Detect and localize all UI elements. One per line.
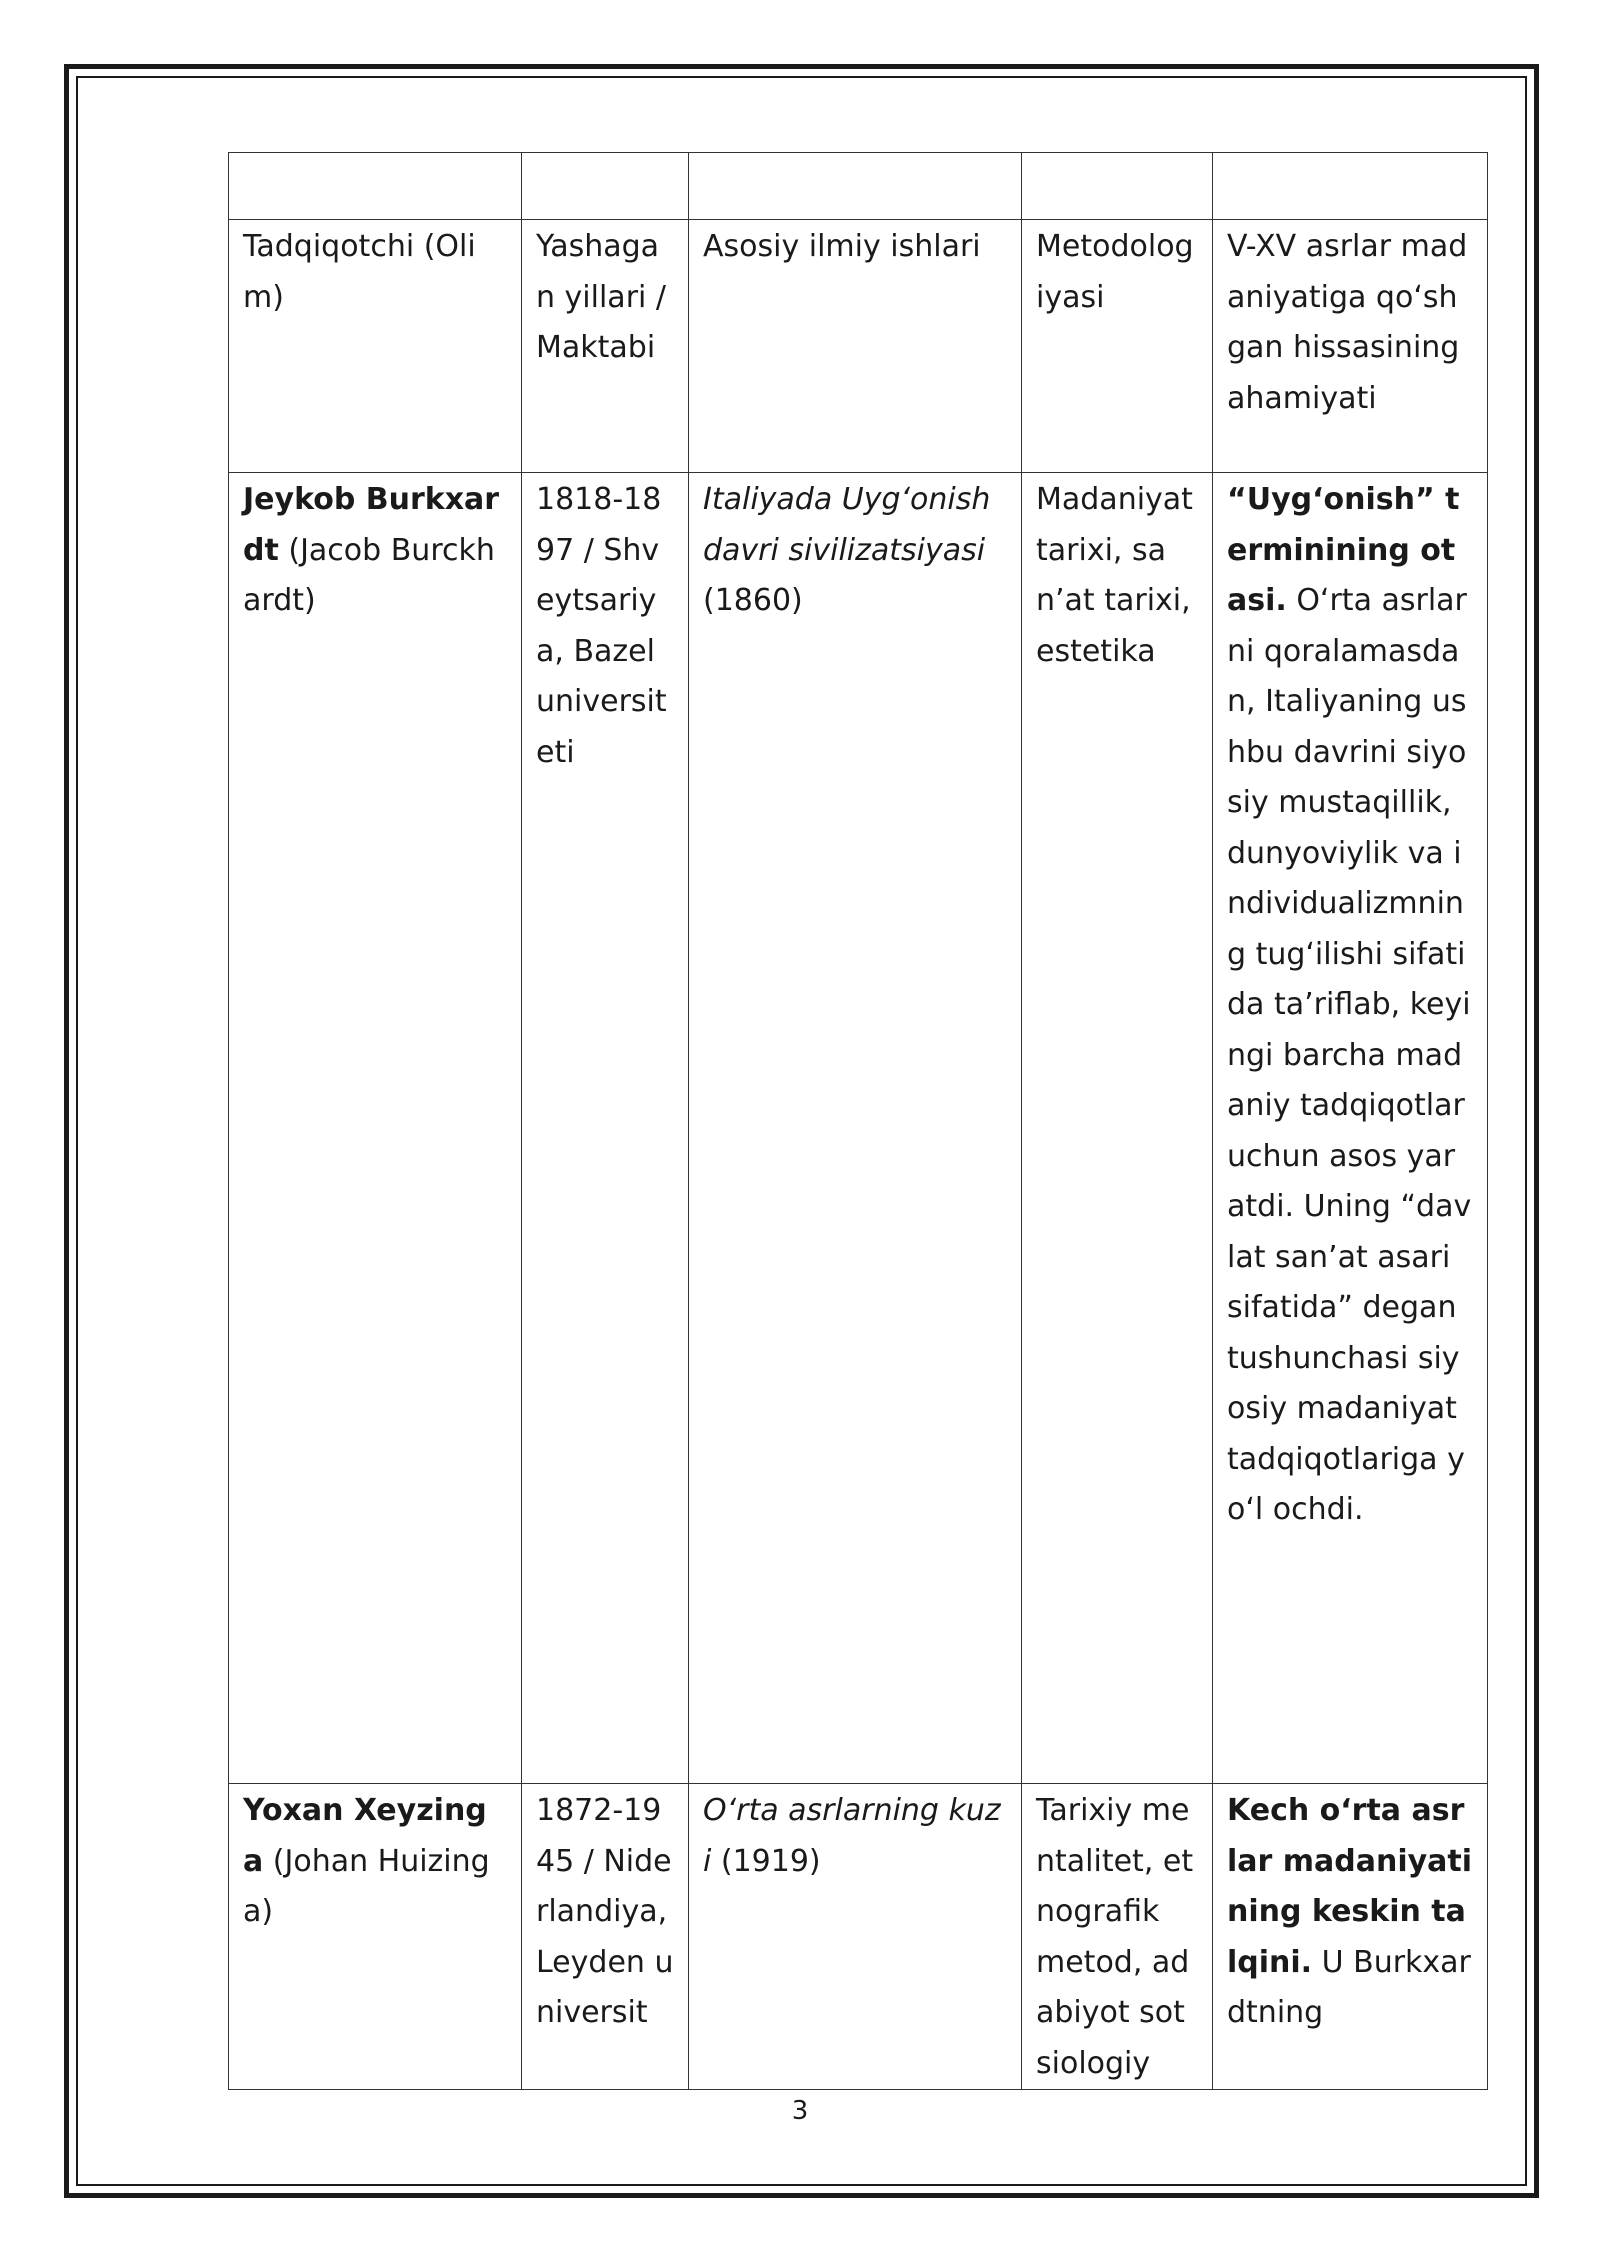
contribution-lead: “Uyg‘onish” terminining otasi. [1227, 482, 1460, 618]
header-row [229, 220, 1488, 473]
empty-cell [229, 153, 522, 220]
contribution-cell [1213, 473, 1488, 1784]
contribution-text: O‘rta asrlarni qoralamasdan, Italiyaning ushbu davrini siyosiy mustaqillik, dunyoviylik va individualizmning tug‘ilishi sifatida ta’riflab, keyingi barcha madaniy tadqiqotlar uchun asos yaratdi. Uning “davlat san’at asari sifatida” degan tushunchasi siyosiy madaniyat tadqiqotlariga yo‘l ochdi. [1227, 583, 1472, 1527]
header-researcher: Tadqiqotchi (Olim) [229, 220, 522, 473]
methodology-cell: Tarixiy mentalitet, etnografik metod, adabiyot sotsiologiy [1022, 1784, 1213, 2090]
contribution-text: U Burkxardtning [1227, 1944, 1471, 2030]
researcher-cell [229, 1784, 522, 2090]
work-year: (1860) [703, 583, 803, 618]
table-row [229, 473, 1488, 1784]
methodology-cell: Madaniyat tarixi, san’at tarixi, estetika [1022, 473, 1213, 1784]
header-contribution: V-XV asrlar madaniyatiga qo‘shgan hissasining ahamiyati [1213, 220, 1488, 473]
empty-cell [1213, 153, 1488, 220]
work-year: (1919) [711, 1843, 821, 1879]
researcher-alt-name: (Johan Huizinga) [243, 1843, 490, 1929]
empty-cell [522, 153, 689, 220]
works-cell [689, 473, 1022, 1784]
researcher-name: Yoxan Xeyzinga [243, 1793, 487, 1879]
header-works: Asosiy ilmiy ishlari [689, 220, 1022, 473]
contribution-cell [1213, 1784, 1488, 2090]
work-title: Italiyada Uyg‘onish davri sivilizatsiyasi [703, 482, 991, 568]
researcher-cell [229, 473, 522, 1784]
table-row [229, 1784, 1488, 2090]
researcher-name: Jeykob Burkxardt [243, 482, 500, 568]
researcher-alt-name: (Jacob Burckhardt) [243, 532, 495, 618]
work-title: O‘rta asrlarning kuzi [703, 1793, 1001, 1879]
scholars-table [228, 152, 1488, 2090]
empty-cell [689, 153, 1022, 220]
empty-cell [1022, 153, 1213, 220]
page-number: 3 [791, 2096, 809, 2126]
header-methodology: Metodologiyasi [1022, 220, 1213, 473]
years-school-cell: 1872-1945 / Niderlandiya, Leyden universit [522, 1784, 689, 2090]
years-school-cell: 1818-1897 / Shveytsariya, Bazel universiteti [522, 473, 689, 1784]
contribution-lead: Kech o‘rta asrlar madaniyatining keskin talqini. [1227, 1793, 1473, 1980]
empty-top-row [229, 153, 1488, 220]
works-cell [689, 1784, 1022, 2090]
header-years-school: Yashagan yillari / Maktabi [522, 220, 689, 473]
